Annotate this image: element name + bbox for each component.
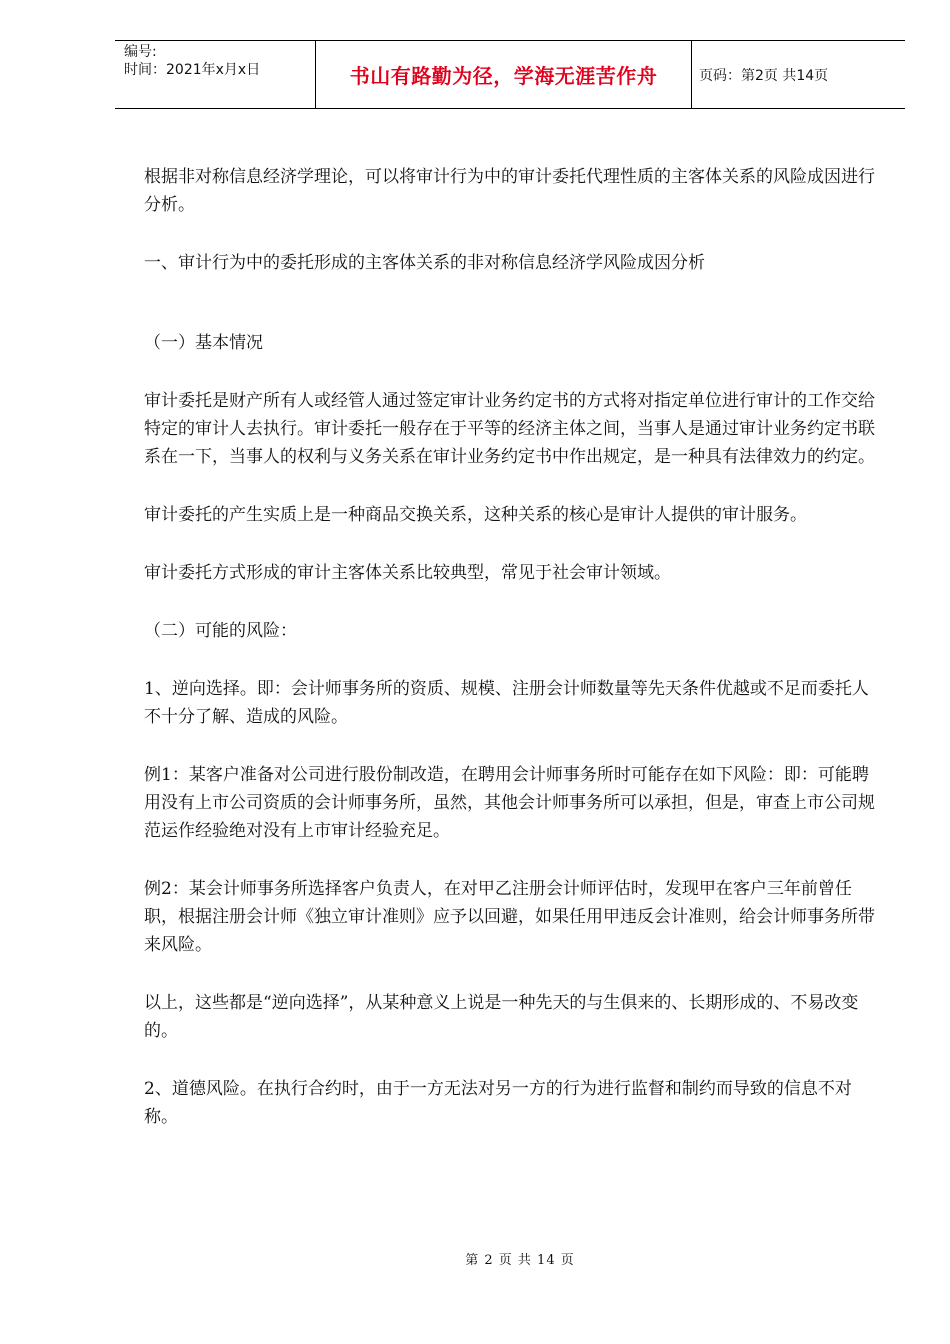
document-number-label: 编号: xyxy=(124,44,157,60)
example-paragraph: 例2：某会计师事务所选择客户负责人，在对甲乙注册会计师评估时，发现甲在客户三年前曾任职，根据注册会计师《独立审计准则》应予以回避，如果任用甲违反会计准则，给会计师事务所带来风险。 xyxy=(144,879,875,955)
subsection-heading: （二）可能的风险： xyxy=(144,621,297,641)
document-body xyxy=(144,163,884,1161)
footer-page-number: 第 2 页 共 14 页 xyxy=(465,1253,575,1268)
body-paragraph: 以上，这些都是“逆向选择”，从某种意义上说是一种先天的与生俱来的、长期形成的、不易改变的。 xyxy=(144,993,859,1041)
header-page-info: 页码：第2页 共14页 xyxy=(699,67,829,84)
document-time: 时间：2021年x月x日 xyxy=(124,62,261,78)
header-meta xyxy=(115,41,315,108)
body-paragraph: 2、道德风险。在执行合约时，由于一方无法对另一方的行为进行监督和制约而导致的信息不对称。 xyxy=(144,1079,852,1127)
page-header xyxy=(115,40,905,109)
page-footer xyxy=(0,1249,950,1268)
header-motto: 书山有路勤为径，学海无涯苦作舟 xyxy=(349,64,658,88)
body-paragraph: 审计委托是财产所有人或经管人通过签定审计业务约定书的方式将对指定单位进行审计的工作交给特定的审计人去执行。审计委托一般存在于平等的经济主体之间，当事人是通过审计业务约定书联系在一下，当事人的权利与义务关系在审计业务约定书中作出规定，是一种具有法律效力的约定。 xyxy=(144,391,875,467)
section-heading: 一、审计行为中的委托形成的主客体关系的非对称信息经济学风险成因分析 xyxy=(144,253,705,273)
body-paragraph: 审计委托方式形成的审计主客体关系比较典型，常见于社会审计领域。 xyxy=(144,563,671,583)
example-paragraph: 例1：某客户准备对公司进行股份制改造，在聘用会计师事务所时可能存在如下风险：即：可能聘用没有上市公司资质的会计师事务所，虽然，其他会计师事务所可以承担，但是，审查上市公司规范运作经验绝对没有上市审计经验充足。 xyxy=(144,765,875,841)
intro-paragraph: 根据非对称信息经济学理论，可以将审计行为中的审计委托代理性质的主客体关系的风险成因进行分析。 xyxy=(144,167,875,215)
header-motto-cell xyxy=(315,41,692,108)
subsection-heading: （一）基本情况 xyxy=(144,333,263,353)
body-paragraph: 审计委托的产生实质上是一种商品交换关系，这种关系的核心是审计人提供的审计服务。 xyxy=(144,505,807,525)
body-paragraph: 1、逆向选择。即：会计师事务所的资质、规模、注册会计师数量等先天条件优越或不足而委托人不十分了解、造成的风险。 xyxy=(144,679,869,727)
